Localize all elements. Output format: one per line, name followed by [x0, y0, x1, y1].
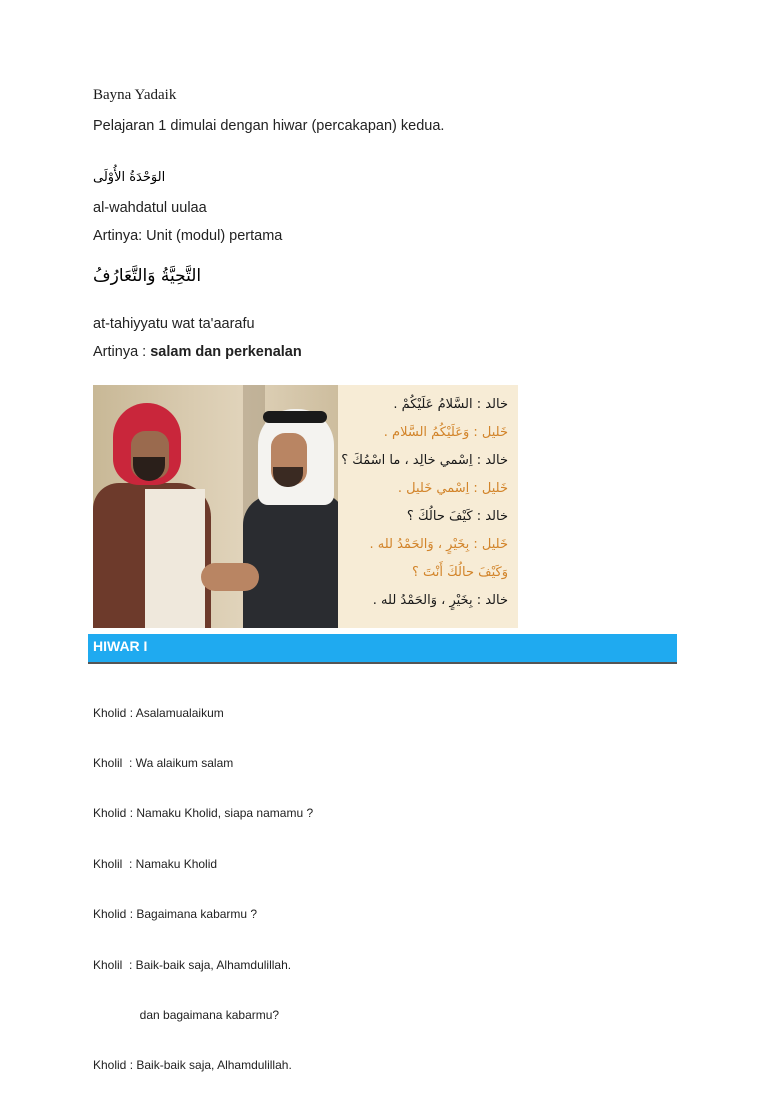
dialog-line: خالد : اِسْمي خالِد ، ما اسْمُكَ ؟ [341, 453, 508, 468]
topic-meaning-bold: salam dan perkenalan [150, 344, 302, 360]
dialog-line: خَليل : بِخَيْرٍ ، وَالحَمْدُ لله . [369, 537, 508, 552]
hiwar-line: Kholil : Baik-baik saja, Alhamdulillah. [93, 957, 292, 972]
dialog-line: خَليل : وَعَلَيْكُمُ السَّلام . [383, 425, 508, 440]
document-title: Bayna Yadaik [93, 87, 177, 103]
hiwar-line: Kholid : Bagaimana kabarmu ? [93, 907, 258, 922]
hiwar-line: Kholil : Namaku Kholid [93, 856, 218, 871]
dialog-line: خالد : السَّلامُ عَلَيْكُمْ . [393, 397, 508, 412]
hiwar-title: HIWAR I [93, 638, 148, 654]
arabic-topic-title: التَّحِيَّةُ وَالتَّعَارُفُ [93, 266, 202, 286]
hiwar-conversation [93, 671, 313, 1108]
intro-text: Pelajaran 1 dimulai dengan hiwar (percakapan) kedua. [93, 118, 445, 134]
arabic-dialog-panel [338, 385, 518, 628]
topic-meaning-prefix: Artinya : [93, 344, 151, 360]
topic-transliteration: at-tahiyyatu wat ta'aarafu [93, 316, 255, 332]
hiwar-line: Kholid : Baik-baik saja, Alhamdulillah. [93, 1058, 292, 1073]
handshake-hands [201, 563, 259, 591]
arabic-unit-title: الوَحْدَةُ الأُوْلَى [93, 170, 166, 185]
dialog-line: خالد : بِخَيْرٍ ، وَالحَمْدُ لله . [372, 593, 508, 608]
lesson-illustration [93, 385, 518, 628]
unit-transliteration: al-wahdatul uulaa [93, 200, 207, 216]
topic-meaning [93, 344, 302, 360]
hiwar-line: Kholil : Wa alaikum salam [93, 755, 234, 770]
hiwar-line: Kholid : Asalamualaikum [93, 705, 224, 720]
dialog-line: خَليل : اِسْمي خَليل . [397, 481, 508, 496]
hiwar-header-bar [88, 634, 677, 664]
unit-meaning: Artinya: Unit (modul) pertama [93, 228, 283, 244]
dialog-line: وَكَيْفَ حالُكَ أَنْتَ ؟ [411, 565, 508, 580]
hiwar-line: dan bagaimana kabarmu? [93, 1007, 280, 1022]
person-right-body [243, 495, 343, 628]
person-right-agal [263, 411, 327, 423]
handshake-photo [93, 385, 338, 628]
hiwar-line: Kholid : Namaku Kholid, siapa namamu ? [93, 806, 314, 821]
person-left-thobe [145, 489, 205, 628]
dialog-line: خالد : كَيْفَ حالُكَ ؟ [406, 509, 508, 524]
